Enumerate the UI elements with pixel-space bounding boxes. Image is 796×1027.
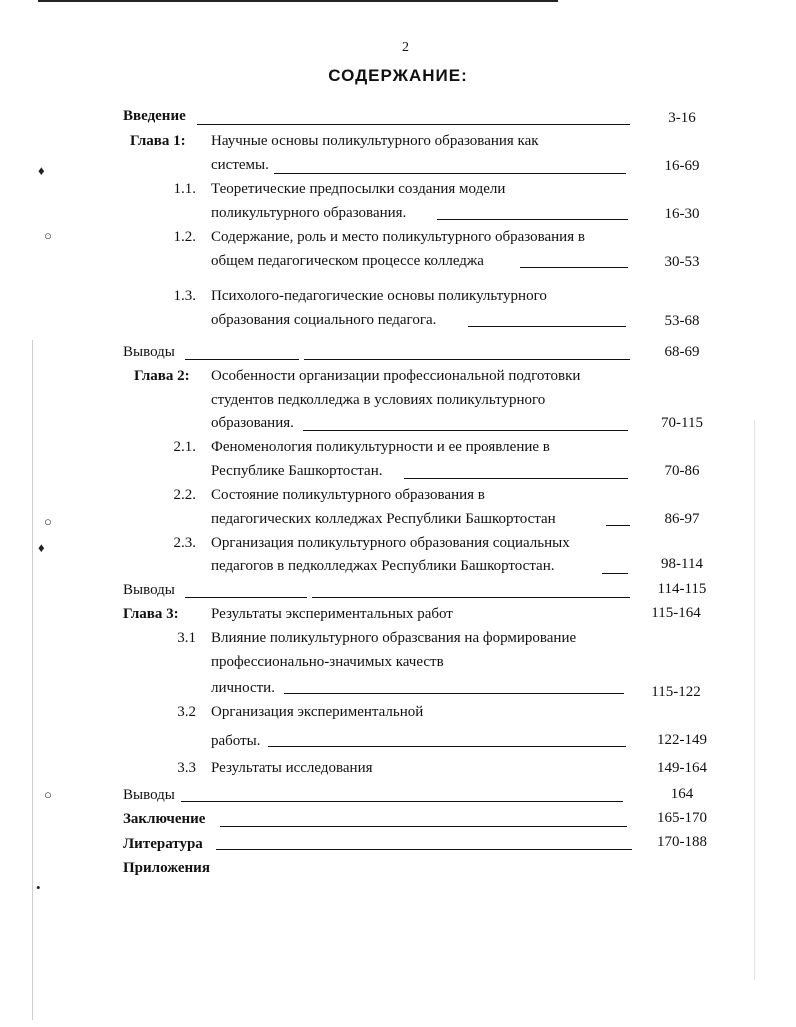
toc-s12-num: 1.2. bbox=[173, 229, 196, 245]
toc-s21-text: Республике Башкортостан. bbox=[211, 463, 383, 479]
toc-intro-pages: 3-16 bbox=[668, 110, 696, 126]
leader-line bbox=[220, 826, 627, 827]
toc-s33-num: 3.3 bbox=[177, 760, 196, 776]
punch-mark-icon: ♦ bbox=[38, 163, 45, 178]
toc-s31-text: профессионально-значимых качеств bbox=[211, 654, 444, 670]
toc-s12-pages: 30-53 bbox=[664, 254, 700, 270]
toc-s12-text: Содержание, роль и место поликультурного образования в bbox=[211, 229, 585, 245]
toc-s32-text: работы. bbox=[211, 733, 261, 749]
leader-line bbox=[185, 359, 299, 360]
toc-ch2-text: студентов педколледжа в условиях поликультурного bbox=[211, 392, 546, 408]
leader-line bbox=[197, 124, 630, 125]
right-scan-edge bbox=[754, 420, 755, 980]
toc-s32-pages: 122-149 bbox=[657, 732, 707, 748]
toc-ch1-text: системы. bbox=[211, 157, 269, 173]
page-number: 2 bbox=[402, 40, 409, 55]
toc-s11-text: Теоретические предпосылки создания модели bbox=[211, 181, 506, 197]
toc-s23-pages: 98-114 bbox=[661, 556, 703, 572]
punch-mark-icon: • bbox=[36, 880, 41, 895]
leader-line bbox=[520, 267, 628, 268]
top-border-line bbox=[38, 0, 558, 2]
toc-s13-num: 1.3. bbox=[173, 288, 196, 304]
toc-literature-label: Литература bbox=[123, 836, 203, 852]
toc-ch2-text: образования. bbox=[211, 415, 294, 431]
leader-line bbox=[312, 597, 630, 598]
toc-s31-text: Влияние поликультурного образсвания на формирование bbox=[211, 630, 577, 646]
toc-s21-text: Феноменология поликультурности и ее проявление в bbox=[211, 439, 550, 455]
page-title: СОДЕРЖАНИЕ: bbox=[328, 66, 468, 85]
toc-s33-text: Результаты исследования bbox=[211, 760, 373, 776]
toc-s11-pages: 16-30 bbox=[664, 206, 700, 222]
toc-s32-text: Организация экспериментальной bbox=[211, 704, 424, 720]
leader-line bbox=[181, 801, 623, 802]
punch-hole-icon: ○ bbox=[44, 228, 52, 243]
punch-hole-icon: ○ bbox=[44, 514, 52, 529]
toc-literature-pages: 170-188 bbox=[657, 834, 707, 850]
toc-ch3-label: Глава 3: bbox=[123, 606, 179, 622]
leader-line bbox=[304, 359, 630, 360]
toc-s13-text: образования социального педагога. bbox=[211, 312, 437, 328]
toc-concl2-pages: 114-115 bbox=[657, 581, 707, 597]
toc-conclusion-pages: 165-170 bbox=[657, 810, 707, 826]
leader-line bbox=[303, 430, 628, 431]
toc-concl3-label: Выводы bbox=[123, 787, 175, 803]
toc-concl2-label: Выводы bbox=[123, 582, 175, 598]
toc-s23-num: 2.3. bbox=[173, 535, 196, 551]
toc-concl3-pages: 164 bbox=[670, 786, 694, 802]
leader-line bbox=[606, 525, 630, 526]
toc-s31-text: личности. bbox=[211, 680, 275, 696]
toc-s13-text: Психолого-педагогические основы поликультурного bbox=[211, 288, 547, 304]
leader-line bbox=[404, 478, 628, 479]
toc-s13-pages: 53-68 bbox=[664, 313, 700, 329]
toc-s11-text: поликультурного образования. bbox=[211, 205, 407, 221]
left-scan-edge bbox=[32, 340, 33, 1020]
toc-ch2-label: Глава 2: bbox=[134, 368, 190, 384]
toc-s33-pages: 149-164 bbox=[657, 760, 707, 776]
toc-ch3-pages: 115-164 bbox=[651, 605, 701, 621]
toc-ch1-label: Глава 1: bbox=[130, 133, 186, 149]
leader-line bbox=[468, 326, 626, 327]
toc-ch2-text: Особенности организации профессиональной подготовки bbox=[211, 368, 581, 384]
toc-s31-pages: 115-122 bbox=[651, 684, 701, 700]
leader-line bbox=[185, 597, 307, 598]
toc-s11-num: 1.1. bbox=[173, 181, 196, 197]
toc-s12-text: общем педагогическом процессе колледжа bbox=[211, 253, 484, 269]
toc-s23-text: педагогов в педколледжах Республики Башкортостан. bbox=[211, 558, 555, 574]
toc-s22-text: педагогических колледжах Республики Башкортостан bbox=[211, 511, 556, 527]
toc-s22-pages: 86-97 bbox=[664, 511, 700, 527]
leader-line bbox=[216, 849, 632, 850]
toc-s32-num: 3.2 bbox=[177, 704, 196, 720]
toc-ch3-text: Результаты экспериментальных работ bbox=[211, 606, 453, 622]
toc-s21-num: 2.1. bbox=[173, 439, 196, 455]
toc-ch1-pages: 16-69 bbox=[664, 158, 700, 174]
toc-s22-num: 2.2. bbox=[173, 487, 196, 503]
toc-s22-text: Состояние поликультурного образования в bbox=[211, 487, 485, 503]
leader-line bbox=[268, 746, 626, 747]
toc-appendix-label: Приложения bbox=[123, 860, 210, 876]
punch-mark-icon: ♦ bbox=[38, 540, 45, 555]
toc-ch2-pages: 70-115 bbox=[661, 415, 703, 431]
punch-hole-icon: ○ bbox=[44, 787, 52, 802]
leader-line bbox=[602, 573, 628, 574]
leader-line bbox=[274, 173, 626, 174]
leader-line bbox=[284, 693, 624, 694]
toc-conclusion-label: Заключение bbox=[123, 811, 206, 827]
toc-s23-text: Организация поликультурного образования социальных bbox=[211, 535, 570, 551]
toc-concl1-label: Выводы bbox=[123, 344, 175, 360]
toc-s31-num: 3.1 bbox=[177, 630, 196, 646]
leader-line bbox=[437, 219, 628, 220]
toc-concl1-pages: 68-69 bbox=[664, 344, 700, 360]
toc-ch1-text: Научные основы поликультурного образования как bbox=[211, 133, 539, 149]
toc-s21-pages: 70-86 bbox=[664, 463, 700, 479]
toc-intro-label: Введение bbox=[123, 108, 186, 124]
